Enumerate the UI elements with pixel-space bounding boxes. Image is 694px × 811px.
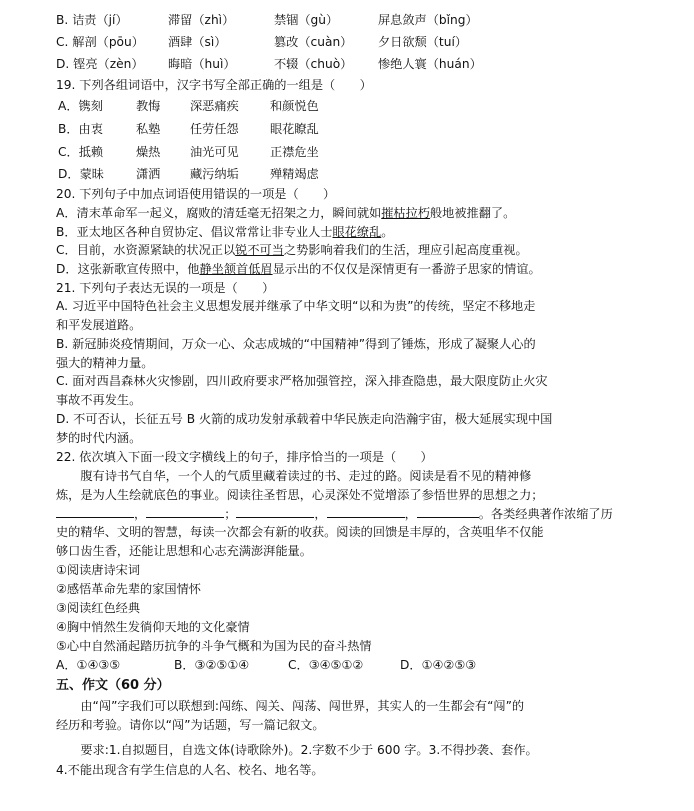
- q20-option-a: [56, 205, 656, 222]
- q18-d-3: 不辍（chuò）: [274, 57, 353, 71]
- q22-choice-b: B．③②⑤①④: [174, 658, 250, 672]
- section-5-requirements: 要求:1.自拟题目，自选文体(诗歌除外)。2.字数不少于 600 字。3.不得抄袭、套作。: [56, 743, 538, 757]
- q22-blanks-line: ， ； ， ， 。各类经典著作浓缩了历: [56, 505, 656, 523]
- q18-b-3: 禁锢（gù）: [274, 13, 339, 27]
- q20-b-marked: 眼花缭乱: [332, 225, 382, 239]
- q18-c-1: C. 解剖（pōu）: [56, 35, 144, 49]
- q18-d-1: D. 铿亮（zèn）: [56, 57, 144, 71]
- q20-c-text: C．目前，水资源紧缺的状况正以: [56, 243, 236, 257]
- q21-b-line1: B. 新冠肺炎疫情期间，万众一心、众志成城的“中国精神”得到了锤炼，形成了凝聚人心的: [56, 337, 536, 351]
- q22-blank-4[interactable]: [327, 505, 405, 518]
- q22-item-3: ③阅读红色经典: [56, 601, 141, 615]
- q21-stem: 21. 下列句子表达无误的一项是（ ）: [56, 281, 275, 295]
- q19-c-2: 燥热: [136, 145, 161, 159]
- q19-a-1: A．镌刻: [58, 99, 103, 113]
- section-5-para-1: 由“闯”字我们可以联想到:闯练、闯关、闯荡、闯世界，其实人的一生都会有“闯”的: [56, 699, 525, 713]
- q19-b-1: B．由衷: [58, 122, 103, 136]
- q21-b-line2: 强大的精神力量。: [56, 356, 154, 370]
- q20-c-tail: 之势影响着我们的生活，理应引起高度重视。: [283, 243, 528, 257]
- q18-b-1: B. 诘责（jí）: [56, 13, 128, 27]
- q22-blank-2[interactable]: [146, 505, 224, 518]
- q22-para-2: 炼，是为人生绘就底色的事业。阅读往圣哲思，心灵深处不觉增添了参悟世界的思想之力；: [56, 488, 544, 502]
- q19-stem: 19. 下列各组词语中，汉字书写全部正确的一组是（ ）: [56, 78, 372, 92]
- q22-para-4: 史的精华、文明的智慧，每读一次都会有新的收获。阅读的回馈是丰厚的，含英咀华不仅能: [56, 525, 544, 539]
- q19-a-2: 教悔: [136, 99, 161, 113]
- q20-c-marked: 锐不可当: [235, 243, 284, 257]
- q20-d-text: D．这张新歌宣传照中，他: [56, 262, 200, 276]
- q21-c-line1: C. 面对西昌森林火灾惨剧，四川政府要求严格加强管控，深入排查隐患，最大限度防止火灾: [56, 374, 548, 388]
- q22-item-1: ①阅读唐诗宋词: [56, 563, 141, 577]
- q19-d-1: D．蒙昧: [58, 167, 104, 181]
- q20-option-c: [56, 242, 656, 259]
- q19-d-4: 殚精竭虑: [270, 167, 319, 181]
- q18-c-2: 酒肆（sì）: [168, 35, 227, 49]
- q21-d-line1: D. 不可否认，长征五号 B 火箭的成功发射承载着中华民族走向浩瀚宇宙，极大延展实现中国: [56, 412, 553, 426]
- q20-b-text: B．亚太地区各种自贸协定、倡议常常让非专业人士: [56, 225, 333, 239]
- q22-blank-5[interactable]: [417, 505, 479, 518]
- section-5-title: 五、作文（60 分）: [56, 678, 170, 693]
- q22-choice-a: A．①④③⑤: [56, 658, 121, 672]
- q18-c-3: 篡改（cuàn）: [274, 35, 353, 49]
- q20-a-tail: 般地被推翻了。: [429, 206, 516, 220]
- q21-a-line1: A. 习近平中国特色社会主义思想发展并继承了中华文明“以和为贵”的传统，坚定不移地走: [56, 299, 536, 313]
- q20-d-marked: 静坐颔首低眉: [199, 262, 273, 276]
- q22-para-1: 腹有诗书气自华，一个人的气质里藏着读过的书、走过的路。阅读是看不见的精神修: [56, 469, 532, 483]
- q20-a-marked: 摧枯拉朽: [381, 206, 430, 220]
- q20-option-d: [56, 261, 656, 278]
- q18-c-4: 夕日欲颓（tuí）: [378, 35, 468, 49]
- q19-c-1: C．抵赖: [58, 145, 104, 159]
- section-5-requirements-2: 4.不能出现含有学生信息的人名、校名、地名等。: [56, 763, 324, 777]
- q19-a-4: 和颜悦色: [270, 99, 319, 113]
- q22-blank-3[interactable]: [236, 505, 314, 518]
- q22-item-5: ⑤心中自然涌起踏历抗争的斗争气概和为国为民的奋斗热情: [56, 639, 372, 653]
- q22-blank-1[interactable]: [56, 505, 134, 518]
- q19-c-3: 油光可见: [190, 145, 239, 159]
- q19-b-2: 私塾: [136, 122, 161, 136]
- q19-b-4: 眼花瞭乱: [270, 122, 319, 136]
- q22-stem: 22. 依次填入下面一段文字横线上的句子，排序恰当的一项是（ ）: [56, 450, 433, 464]
- q22-choice-c: C．③④⑤①②: [288, 658, 364, 672]
- q18-d-4: 惨绝人寰（huán）: [378, 57, 482, 71]
- q18-d-2: 晦暗（huì）: [168, 57, 236, 71]
- q22-item-4: ④胸中悄然生发徜仰天地的文化豪情: [56, 620, 250, 634]
- q20-stem: 20. 下列句子中加点词语使用错误的一项是（ ）: [56, 187, 336, 201]
- q22-choice-d: D．①④②⑤③: [400, 658, 477, 672]
- q20-b-tail: 。: [381, 225, 394, 239]
- q21-a-line2: 和平发展道路。: [56, 318, 142, 332]
- q22-item-2: ②感悟革命先辈的家国情怀: [56, 582, 201, 596]
- q20-d-tail: 显示出的不仅仅是深情更有一番游子思家的情谊。: [272, 262, 541, 276]
- q22-para-5: 够口齿生香，还能让思想和心志充满澎湃能量。: [56, 544, 312, 558]
- q20-a-text: A．清末革命军一起义，腐败的清廷毫无招架之力，瞬间就如: [56, 206, 382, 220]
- q19-b-3: 任劳任怨: [190, 122, 239, 136]
- section-5-para-2: 经历和考验。请你以“闯”为话题，写一篇记叙文。: [56, 718, 325, 732]
- q21-c-line2: 事故不再发生。: [56, 393, 142, 407]
- q18-b-4: 屏息敛声（bǐng）: [378, 13, 478, 27]
- q22-para-3-tail: 。各类经典著作浓缩了历: [478, 507, 613, 521]
- q19-a-3: 深恶痛疾: [190, 99, 239, 113]
- q20-option-b: [56, 224, 656, 241]
- q18-b-2: 滞留（zhì）: [168, 13, 235, 27]
- q19-c-4: 正襟危坐: [270, 145, 319, 159]
- q21-d-line2: 梦的时代内涵。: [56, 431, 142, 445]
- q19-d-2: 潇洒: [136, 167, 161, 181]
- q19-d-3: 藏污纳垢: [190, 167, 239, 181]
